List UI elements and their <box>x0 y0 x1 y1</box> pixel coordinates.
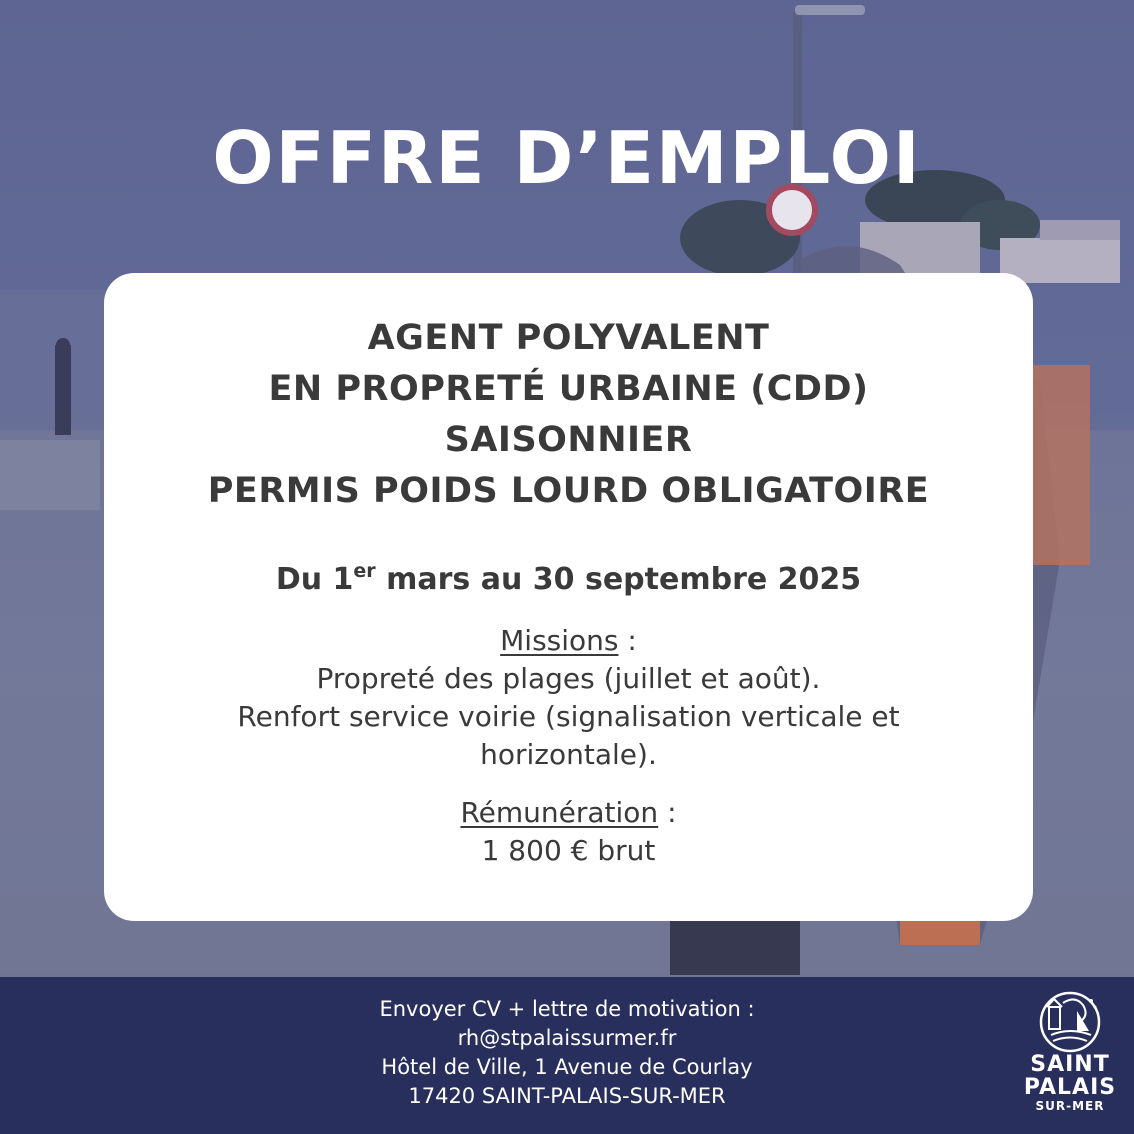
contact-email[interactable]: rh@stpalaissurmer.fr <box>457 1026 677 1050</box>
missions-section <box>104 622 1033 774</box>
dates-superscript: er <box>353 560 376 582</box>
logo-subtitle: SUR-MER <box>1035 1099 1105 1113</box>
job-title-line: AGENT POLYVALENT <box>367 318 770 358</box>
footer-line: Envoyer CV + lettre de motivation : <box>379 997 755 1021</box>
job-offer-card <box>104 273 1033 921</box>
mission-line: Propreté des plages (juillet et août). <box>316 662 821 695</box>
footer-postcode: 17420 SAINT-PALAIS-SUR-MER <box>408 1084 726 1108</box>
headline: OFFRE D’EMPLOI <box>212 116 922 200</box>
remuneration-value: 1 800 € brut <box>481 834 656 867</box>
logo-name-line: PALAIS <box>1023 1075 1117 1100</box>
logo-name-line: SAINT <box>1030 1052 1110 1077</box>
job-title-line: PERMIS POIDS LOURD OBLIGATOIRE <box>207 471 930 511</box>
job-title <box>104 313 1033 517</box>
job-title-line: SAISONNIER <box>444 420 693 460</box>
footer-bar <box>0 977 1134 1134</box>
contract-dates <box>104 562 1033 598</box>
remuneration-section <box>104 794 1033 870</box>
remuneration-label: Rémunération <box>460 796 659 829</box>
footer-address: Hôtel de Ville, 1 Avenue de Courlay <box>381 1055 753 1079</box>
application-instructions <box>285 995 849 1111</box>
dates-prefix: Du 1 <box>275 562 354 597</box>
missions-label: Missions <box>500 624 619 657</box>
remuneration-heading <box>104 794 1033 832</box>
dates-suffix: mars au 30 septembre 2025 <box>375 562 862 597</box>
town-emblem-icon <box>1037 987 1103 1053</box>
remuneration-colon: : <box>658 796 677 829</box>
missions-colon: : <box>618 624 637 657</box>
mission-line: Renfort service voirie (signalisation verticale et <box>237 700 900 733</box>
mission-line: horizontale). <box>480 738 657 771</box>
job-title-line: EN PROPRETÉ URBAINE (CDD) <box>268 369 869 409</box>
town-logo <box>1018 987 1122 1127</box>
missions-heading <box>104 622 1033 660</box>
